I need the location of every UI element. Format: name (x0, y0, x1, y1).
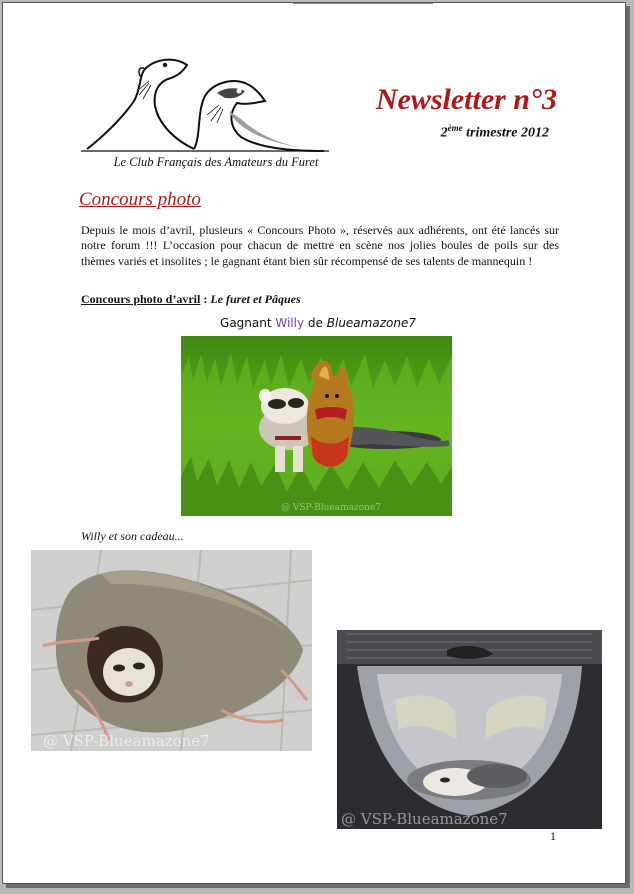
photo2-watermark: @ VSP-Blueamazone7 (43, 732, 210, 750)
contest-heading (81, 292, 301, 307)
winner-line (183, 316, 453, 330)
winner-middle: de (304, 316, 327, 330)
photo1-watermark: @ VSP-Blueamazone7 (280, 503, 382, 513)
photo3-watermark: @ VSP-Blueamazone7 (341, 810, 508, 828)
issue-period (441, 123, 549, 142)
winner-photo (181, 336, 452, 516)
section-title: Concours photo (79, 189, 201, 210)
club-logo (79, 51, 341, 175)
winner-prefix: Gagnant (220, 316, 276, 330)
contest-label: Concours photo d’avril (81, 292, 201, 306)
page-top-line (293, 3, 433, 4)
issue-superscript: ème (447, 123, 463, 133)
ferret-bag-photo (31, 550, 312, 751)
issue-ordinal: 2 (440, 125, 448, 141)
intro-paragraph: Depuis le mois d’avril, plusieurs « Concours Photo », réservés aux adhérents, ont été lancés sur notre forum !!! L’occasion pour chacun de mettre en scène nos jolies boules de poils sur des thèmes variés et insolites ; le gagnant étant bien sûr récompensé de ses talents de mannequin ! (81, 223, 559, 268)
ferret-logo-icon (79, 51, 341, 161)
photo-caption: Willy et son cadeau... (81, 529, 184, 543)
winner-name: Willy (275, 316, 305, 330)
club-name: Le Club Français des Amateurs du Furet (113, 155, 319, 169)
contest-separator: : (200, 292, 211, 306)
newsletter-title: Newsletter n°3 (375, 83, 557, 116)
winner-user: Blueamazone7 (326, 316, 416, 330)
ferret-hammock-photo (337, 630, 602, 829)
issue-rest: trimestre 2012 (462, 125, 549, 141)
contest-theme: Le furet et Pâques (210, 292, 301, 306)
newsletter-page (2, 2, 626, 884)
page-number: 1 (550, 829, 556, 843)
